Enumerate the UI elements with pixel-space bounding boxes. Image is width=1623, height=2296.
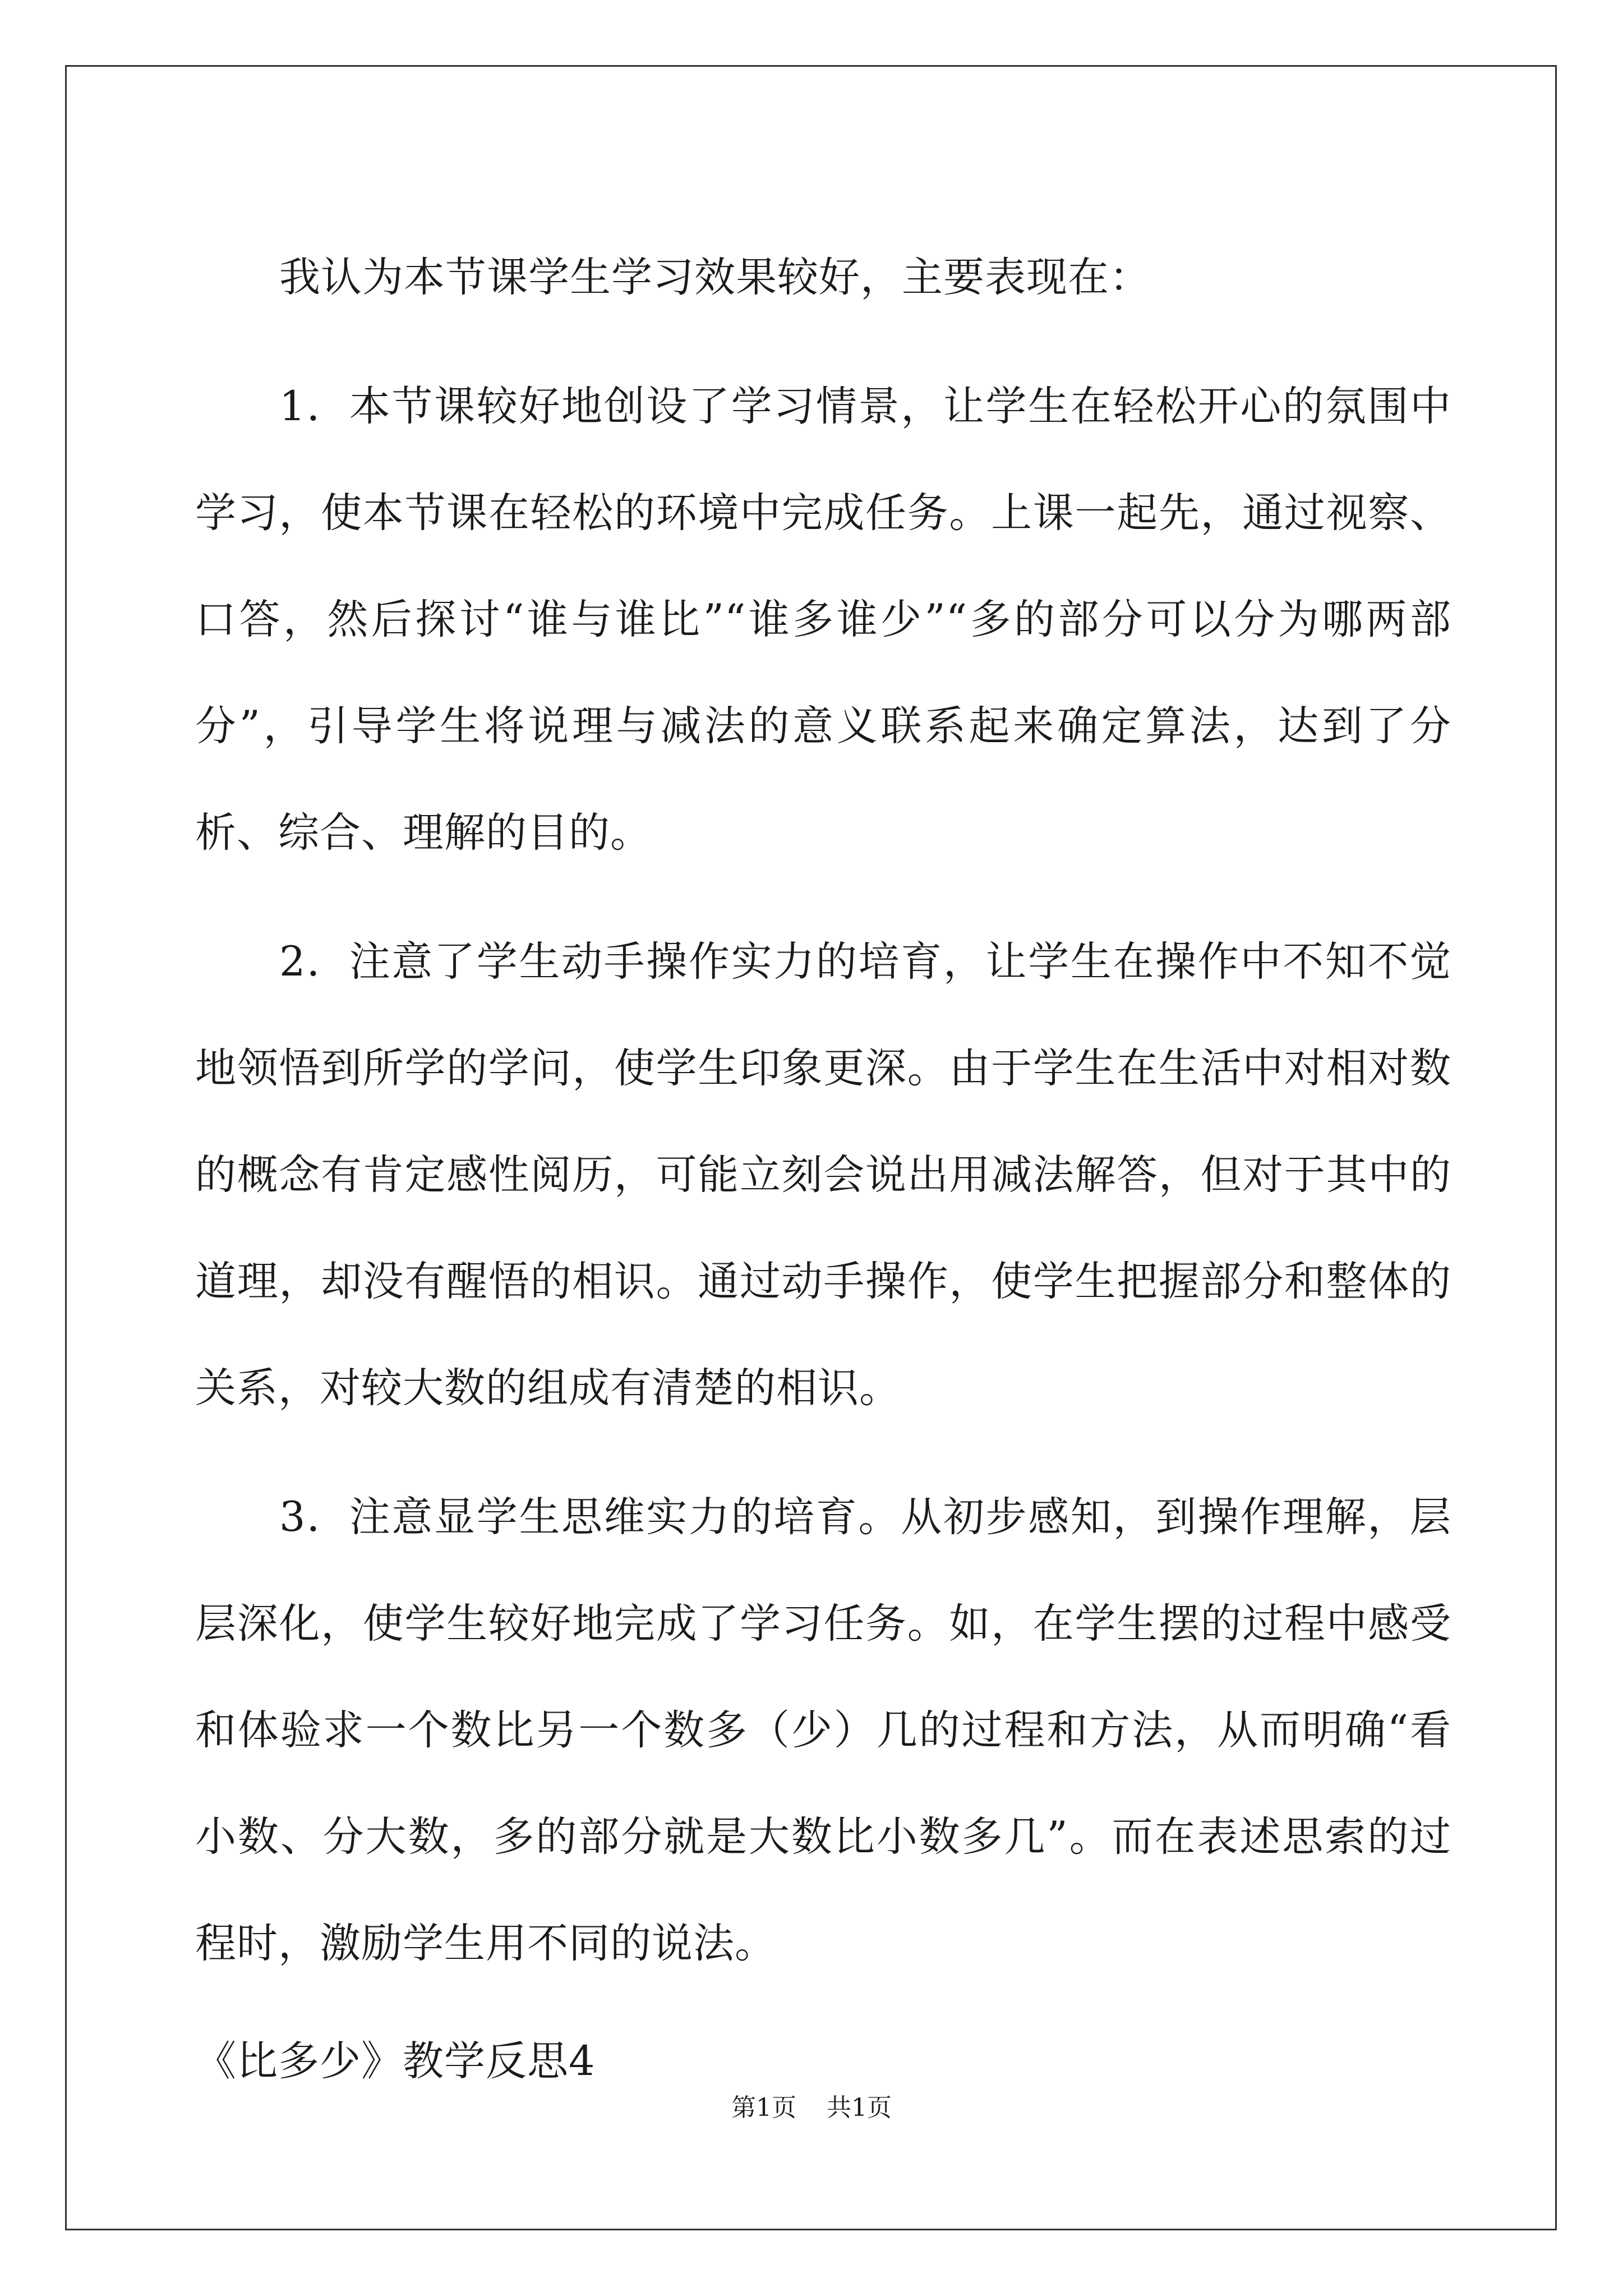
paragraph-intro: 我认为本节课学生学习效果较好，主要表现在： <box>279 254 1151 301</box>
paragraph-point-2: 2．注意了学生动手操作实力的培育，让学生在操作中不知不觉地领悟到所学的学问，使学生印象更深。由于学生在生活中对相对数的概念有肯定感性阅历，可能立刻会说出用减法解答，但对于其中的道理，却没有醒悟的相识。通过动手操作，使学生把握部分和整体的关系，对较大数的组成有清楚的相识。 <box>195 938 1451 1412</box>
page-footer <box>0 2091 1623 2125</box>
page-total: 共1页 <box>827 2093 892 2122</box>
paragraph-point-3: 3．注意显学生思维实力的培育。从初步感知，到操作理解，层层深化，使学生较好地完成了学习任务。如，在学生摆的过程中感受和体验求一个数比另一个数多（少）几的过程和方法，从而明确“看小数、分大数，多的部分就是大数比小数多几”。而在表述思索的过程时，激励学生用不同的说法。 <box>195 1493 1451 1967</box>
paragraph-point-1: 1．本节课较好地创设了学习情景，让学生在轻松开心的氛围中学习，使本节课在轻松的环境中完成任务。上课一起先，通过视察、口答，然后探讨“谁与谁比”“谁多谁少”“多的部分可以分为哪两部分”，引导学生将说理与减法的意义联系起来确定算法，达到了分析、综合、理解的目的。 <box>195 383 1451 857</box>
page-number: 第1页 <box>731 2093 796 2122</box>
document-body <box>195 224 1451 2115</box>
section-heading: 《比多少》教学反思4 <box>195 2037 596 2085</box>
